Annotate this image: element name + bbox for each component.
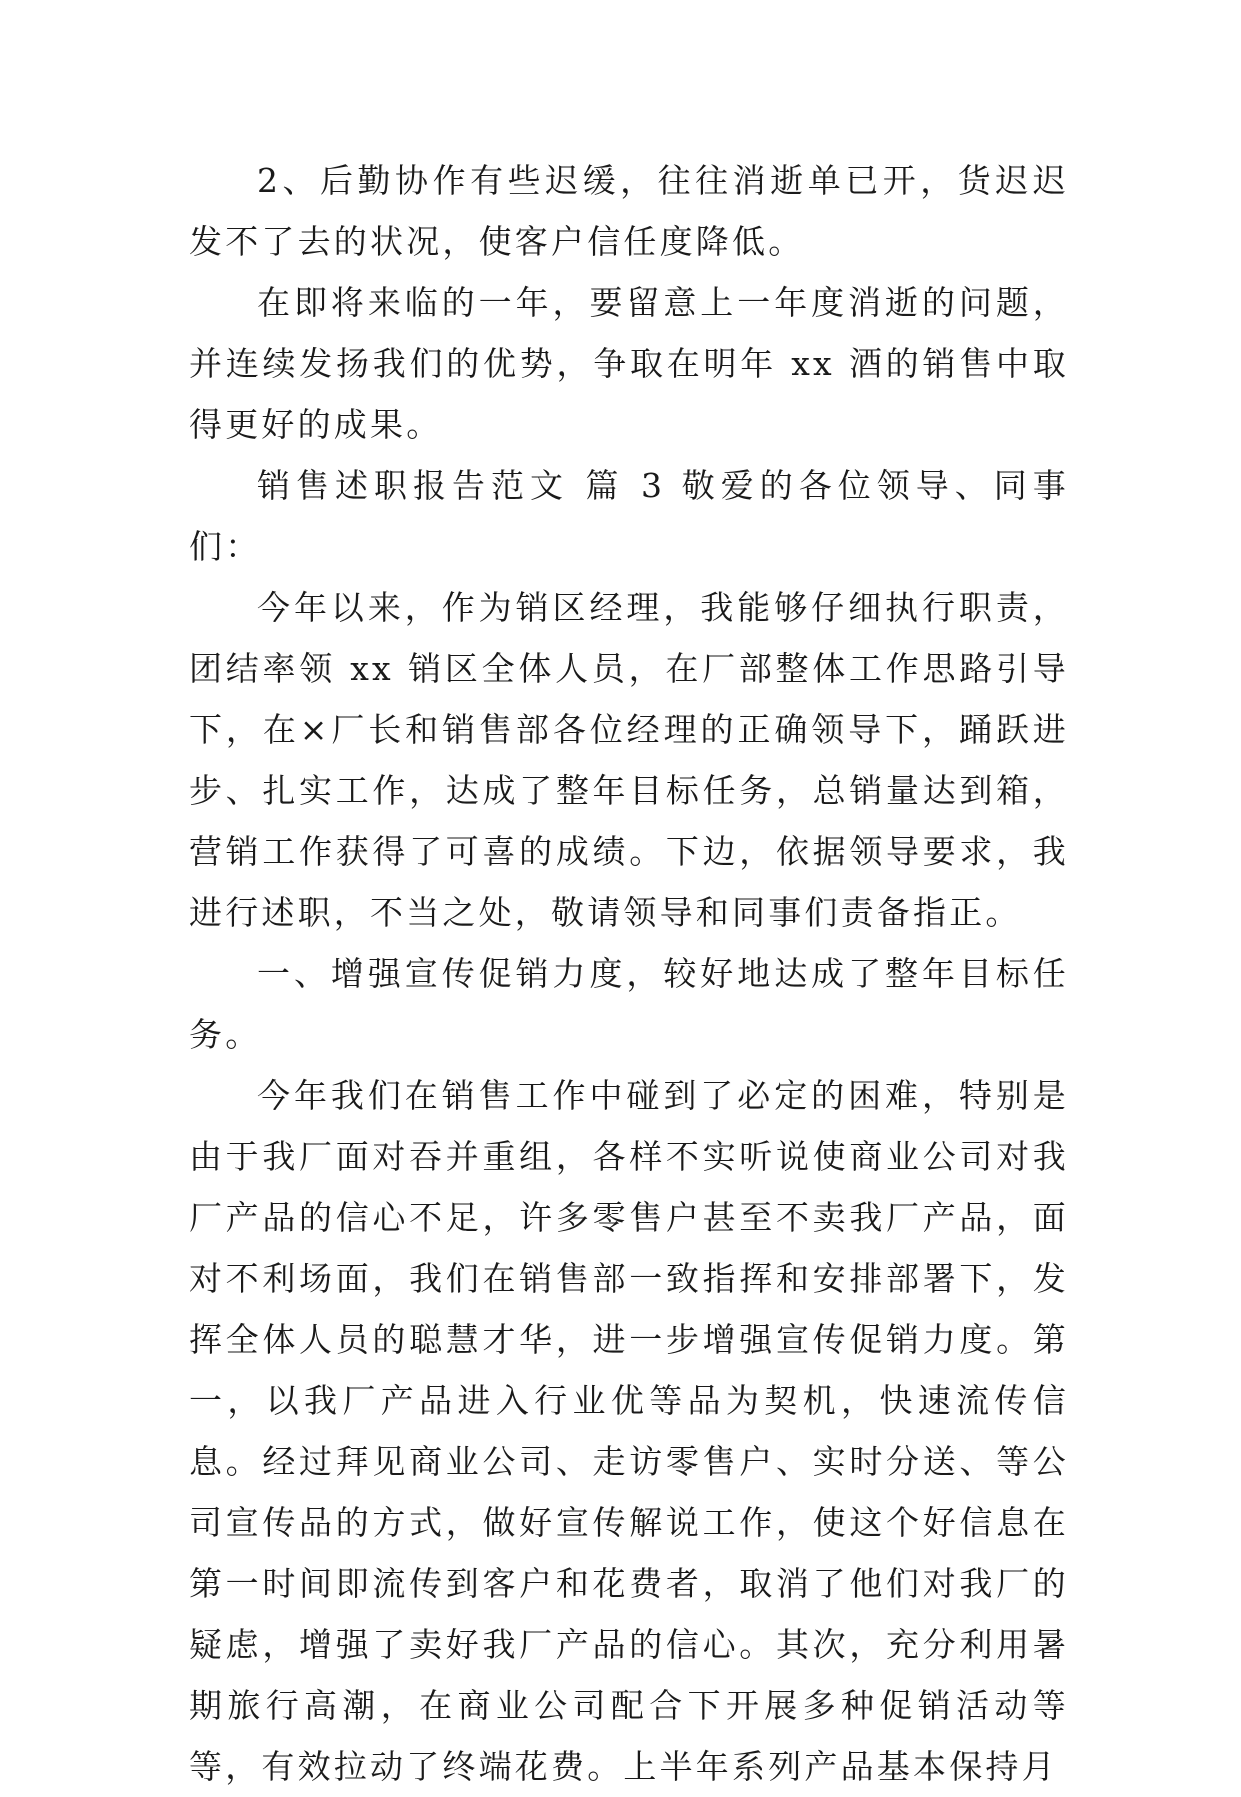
paragraph-logistics-issue: 2、后勤协作有些迟缓，往往消逝单已开，货迟迟发不了去的状况，使客户信任度降低。 — [189, 161, 1069, 261]
paragraph-promotion-details: 今年我们在销售工作中碰到了必定的困难，特别是由于我厂面对吞并重组，各样不实听说使商业公司对我厂产品的信心不足，许多零售户甚至不卖我厂产品，面对不利场面，我们在销售部一致指挥和安排部署下，发挥全体人员的聪慧才华，进一步增强宣传促销力度。第一，以我厂产品进入行业优等品为契机，快速流传信息。经过拜见商业公司、走访零售户、实时分送、等公司宣传品的方式，做好宣传解说工作，使这个好信息在第一时间即流传到客户和花费者，取消了他们对我厂的疑虑，增强了卖好我厂产品的信心。其次，充分利用暑期旅行高潮，在商业公司配合下开展多种促销活动等等，有效拉动了终端花费。上半年系列产品基本保持月 — [189, 1076, 1069, 1786]
paragraph-report-heading: 销售述职报告范文 篇 3 敬爱的各位领导、同事们： — [189, 466, 1069, 566]
paragraph-introduction: 今年以来，作为销区经理，我能够仔细执行职责，团结率领 xx 销区全体人员，在厂部整体工作思路引导下，在×厂长和销售部各位经理的正确领导下，踊跃进步、扎实工作，达成了整年目标任务，总销量达到箱，营销工作获得了可喜的成绩。下边，依据领导要求，我进行述职，不当之处，敬请领导和同事们责备指正。 — [189, 588, 1069, 932]
document-body — [189, 150, 1069, 1797]
paragraph-section-heading-1: 一、增强宣传促销力度，较好地达成了整年目标任务。 — [189, 954, 1069, 1054]
paragraph-next-year-goal: 在即将来临的一年，要留意上一年度消逝的问题，并连续发扬我们的优势，争取在明年 xx 酒的销售中取得更好的成果。 — [189, 283, 1069, 444]
